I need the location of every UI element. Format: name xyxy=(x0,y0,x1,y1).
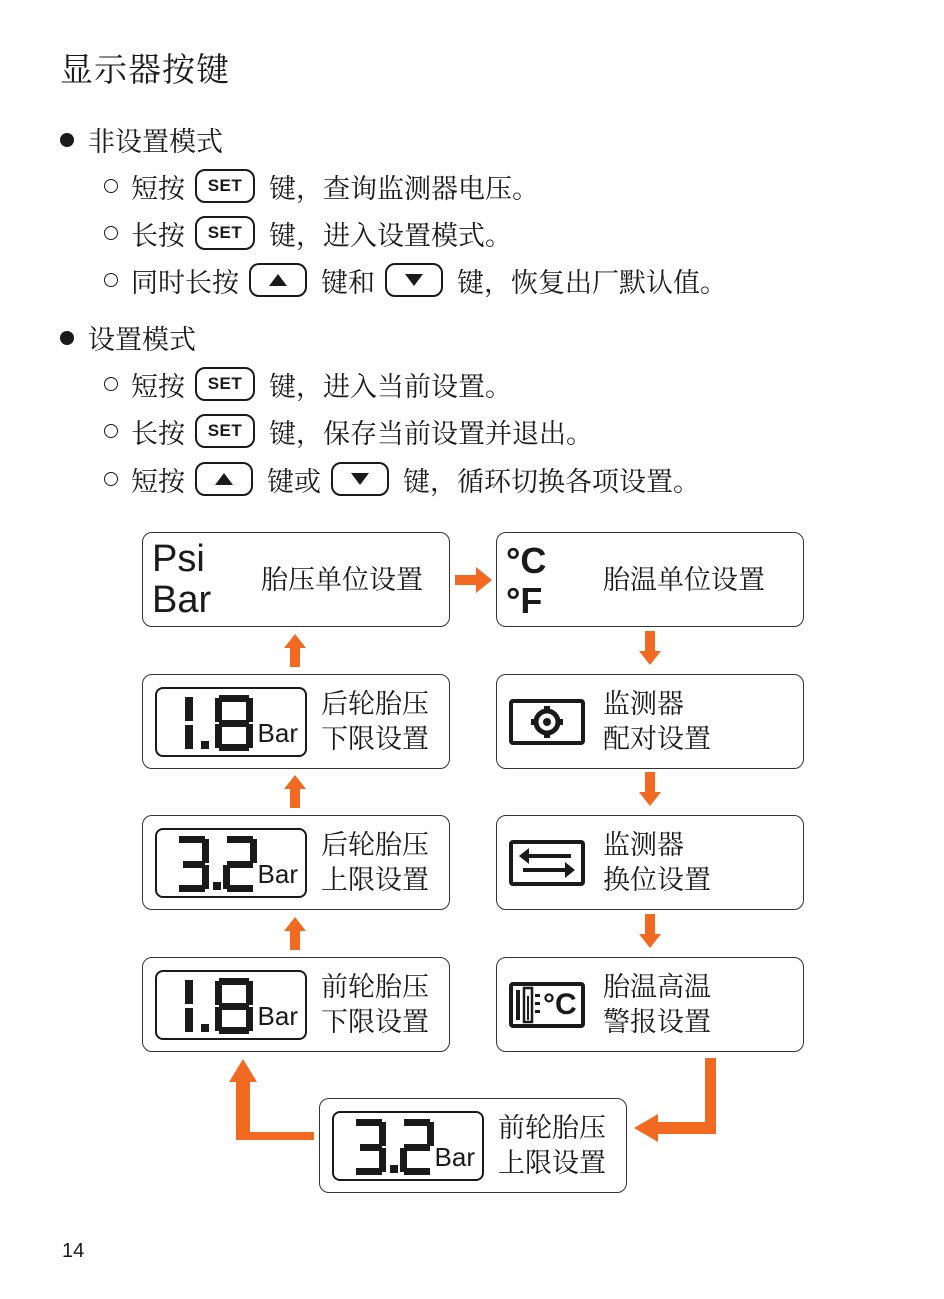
instruction-text: 键，进入当前设置。 xyxy=(269,371,512,403)
arrow-left-elbow xyxy=(634,1058,716,1142)
instruction-text: 键，查询监测器电压。 xyxy=(269,173,539,205)
box-label-line1: 前轮胎压 xyxy=(498,1113,606,1144)
action-text: 短按 xyxy=(131,466,185,498)
box-label-line2: 上限设置 xyxy=(321,865,429,896)
section-heading: 非设置模式 xyxy=(88,127,223,158)
box-label-line2: 警报设置 xyxy=(603,1007,711,1038)
unit-fahrenheit: °F xyxy=(506,580,543,621)
instruction-text: 键，循环切换各项设置。 xyxy=(403,466,700,498)
instruction-text: 键和 xyxy=(321,267,375,299)
instruction-text: 键，保存当前设置并退出。 xyxy=(269,418,593,450)
set-key-icon: SET xyxy=(195,367,255,401)
arrow-up xyxy=(284,634,306,667)
instruction-text: 键，恢复出厂默认值。 xyxy=(457,267,727,299)
page-number: 14 xyxy=(62,1240,85,1262)
action-text: 短按 xyxy=(131,173,185,205)
lcd-unit: Bar xyxy=(257,859,298,889)
box-label-line1: 前轮胎压 xyxy=(321,972,429,1003)
box-label: 胎压单位设置 xyxy=(261,565,423,596)
box-label-line2: 上限设置 xyxy=(498,1148,606,1179)
arrow-up-elbow xyxy=(229,1059,314,1140)
box-label-line1: 后轮胎压 xyxy=(321,830,429,861)
box-label: 胎温单位设置 xyxy=(603,565,765,596)
section-heading: 设置模式 xyxy=(88,325,196,356)
box-label-line2: 下限设置 xyxy=(321,1007,429,1038)
arrow-up xyxy=(284,917,306,950)
action-text: 长按 xyxy=(131,418,185,450)
lcd-unit: Bar xyxy=(257,1001,298,1031)
action-text: 长按 xyxy=(131,220,185,252)
box-label-line1: 胎温高温 xyxy=(603,972,711,1003)
box-label-line2: 换位设置 xyxy=(603,865,711,896)
lcd-unit: Bar xyxy=(257,718,298,748)
arrow-down xyxy=(639,772,661,806)
box-label-line1: 后轮胎压 xyxy=(321,689,429,720)
arrow-right xyxy=(455,567,492,593)
icon-unit-text: °C xyxy=(543,988,577,1021)
set-key-icon: SET xyxy=(195,216,255,250)
arrow-down xyxy=(639,631,661,665)
action-text: 同时长按 xyxy=(131,267,239,299)
arrow-down xyxy=(639,914,661,948)
set-key-icon: SET xyxy=(195,169,255,203)
unit-celsius: °C xyxy=(506,540,547,581)
page-title: 显示器按键 xyxy=(60,50,230,89)
instruction-text: 键或 xyxy=(267,466,321,498)
set-key-icon: SET xyxy=(195,414,255,448)
box-label-line1: 监测器 xyxy=(603,689,684,720)
box-label-line2: 下限设置 xyxy=(321,724,429,755)
box-label-line1: 监测器 xyxy=(603,830,684,861)
action-text: 短按 xyxy=(131,371,185,403)
arrow-up xyxy=(284,775,306,808)
box-label-line2: 配对设置 xyxy=(603,724,711,755)
unit-psi: Psi xyxy=(152,538,205,580)
lcd-unit: Bar xyxy=(434,1142,475,1172)
instruction-text: 键，进入设置模式。 xyxy=(269,220,512,252)
unit-bar: Bar xyxy=(152,579,212,621)
